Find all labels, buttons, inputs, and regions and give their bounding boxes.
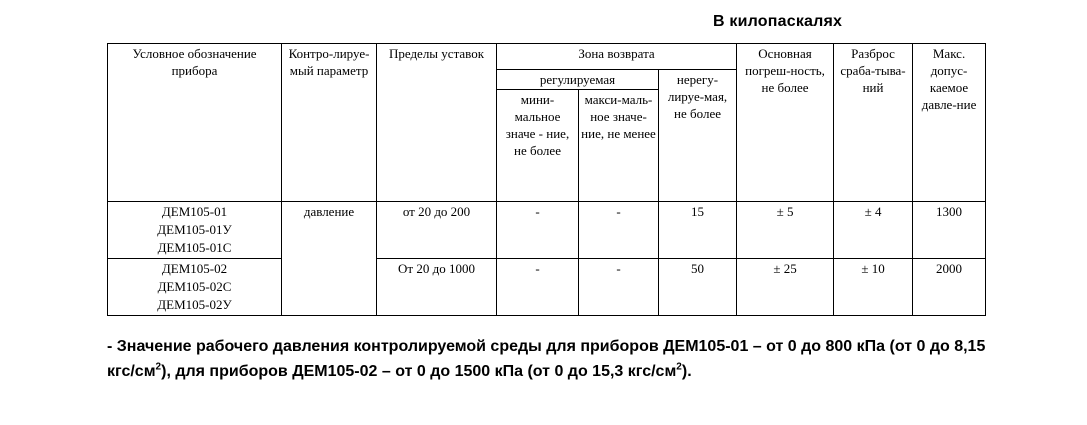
- row-1-maxpress: 1300: [913, 202, 986, 259]
- table-row: [108, 202, 986, 259]
- row-1-models: [108, 202, 282, 259]
- row-2-limits: От 20 до 1000: [377, 259, 497, 316]
- row-2-min: -: [497, 259, 579, 316]
- model-name: ДЕМ105-01: [161, 204, 228, 219]
- units-title: В килопаскалях: [713, 13, 843, 30]
- note-superscript: 2: [676, 361, 682, 373]
- note-text: - Значение рабочего давления контролируемой среды для приборов ДЕМ105-01 – от 0 до 800 кПа (от 0 до 8,15 кгс/см: [107, 338, 986, 380]
- specification-table: [107, 43, 986, 316]
- header-maxpress: Макс. допус-каемое давле-ние: [913, 44, 986, 202]
- model-name: ДЕМ105-02С: [157, 279, 232, 294]
- table-row: [108, 259, 986, 316]
- row-2-max: -: [579, 259, 659, 316]
- header-limits: Пределы уставок: [377, 44, 497, 202]
- header-spread: Разброс сраба-тыва-ний: [834, 44, 913, 202]
- note-text: ).: [681, 363, 692, 380]
- header-unregulated: нерегу-лируе-мая, не более: [659, 70, 737, 202]
- header-param: Контро-лируе-мый параметр: [282, 44, 377, 202]
- header-return-zone: Зона возврата: [497, 44, 737, 70]
- note-text: ), для приборов ДЕМ105-02 – от 0 до 1500 кПа (от 0 до 15,3 кгс/см: [161, 363, 677, 380]
- row-2-maxpress: 2000: [913, 259, 986, 316]
- row-1-max: -: [579, 202, 659, 259]
- row-1-limits: от 20 до 200: [377, 202, 497, 259]
- row-2-spread: ± 10: [834, 259, 913, 316]
- header-designation: Условное обозначение прибора: [108, 44, 282, 202]
- note-superscript: 2: [155, 361, 162, 373]
- header-error: Основная погреш-ность, не более: [737, 44, 834, 202]
- model-name: ДЕМ105-02: [161, 261, 228, 276]
- header-min: мини-мальное значе - ние, не более: [497, 90, 579, 202]
- param-value: давление: [282, 202, 377, 316]
- pressure-note: [107, 334, 987, 384]
- row-2-error: ± 25: [737, 259, 834, 316]
- model-name: ДЕМ105-02У: [157, 297, 232, 312]
- header-regulated: регулируемая: [497, 70, 659, 90]
- row-2-models: [108, 259, 282, 316]
- model-name: ДЕМ105-01С: [157, 240, 232, 255]
- row-1-spread: ± 4: [834, 202, 913, 259]
- header-max: макси-маль-ное значе-ние, не менее: [579, 90, 659, 202]
- row-1-unregulated: 15: [659, 202, 737, 259]
- row-1-error: ± 5: [737, 202, 834, 259]
- row-1-min: -: [497, 202, 579, 259]
- model-name: ДЕМ105-01У: [157, 222, 232, 237]
- row-2-unregulated: 50: [659, 259, 737, 316]
